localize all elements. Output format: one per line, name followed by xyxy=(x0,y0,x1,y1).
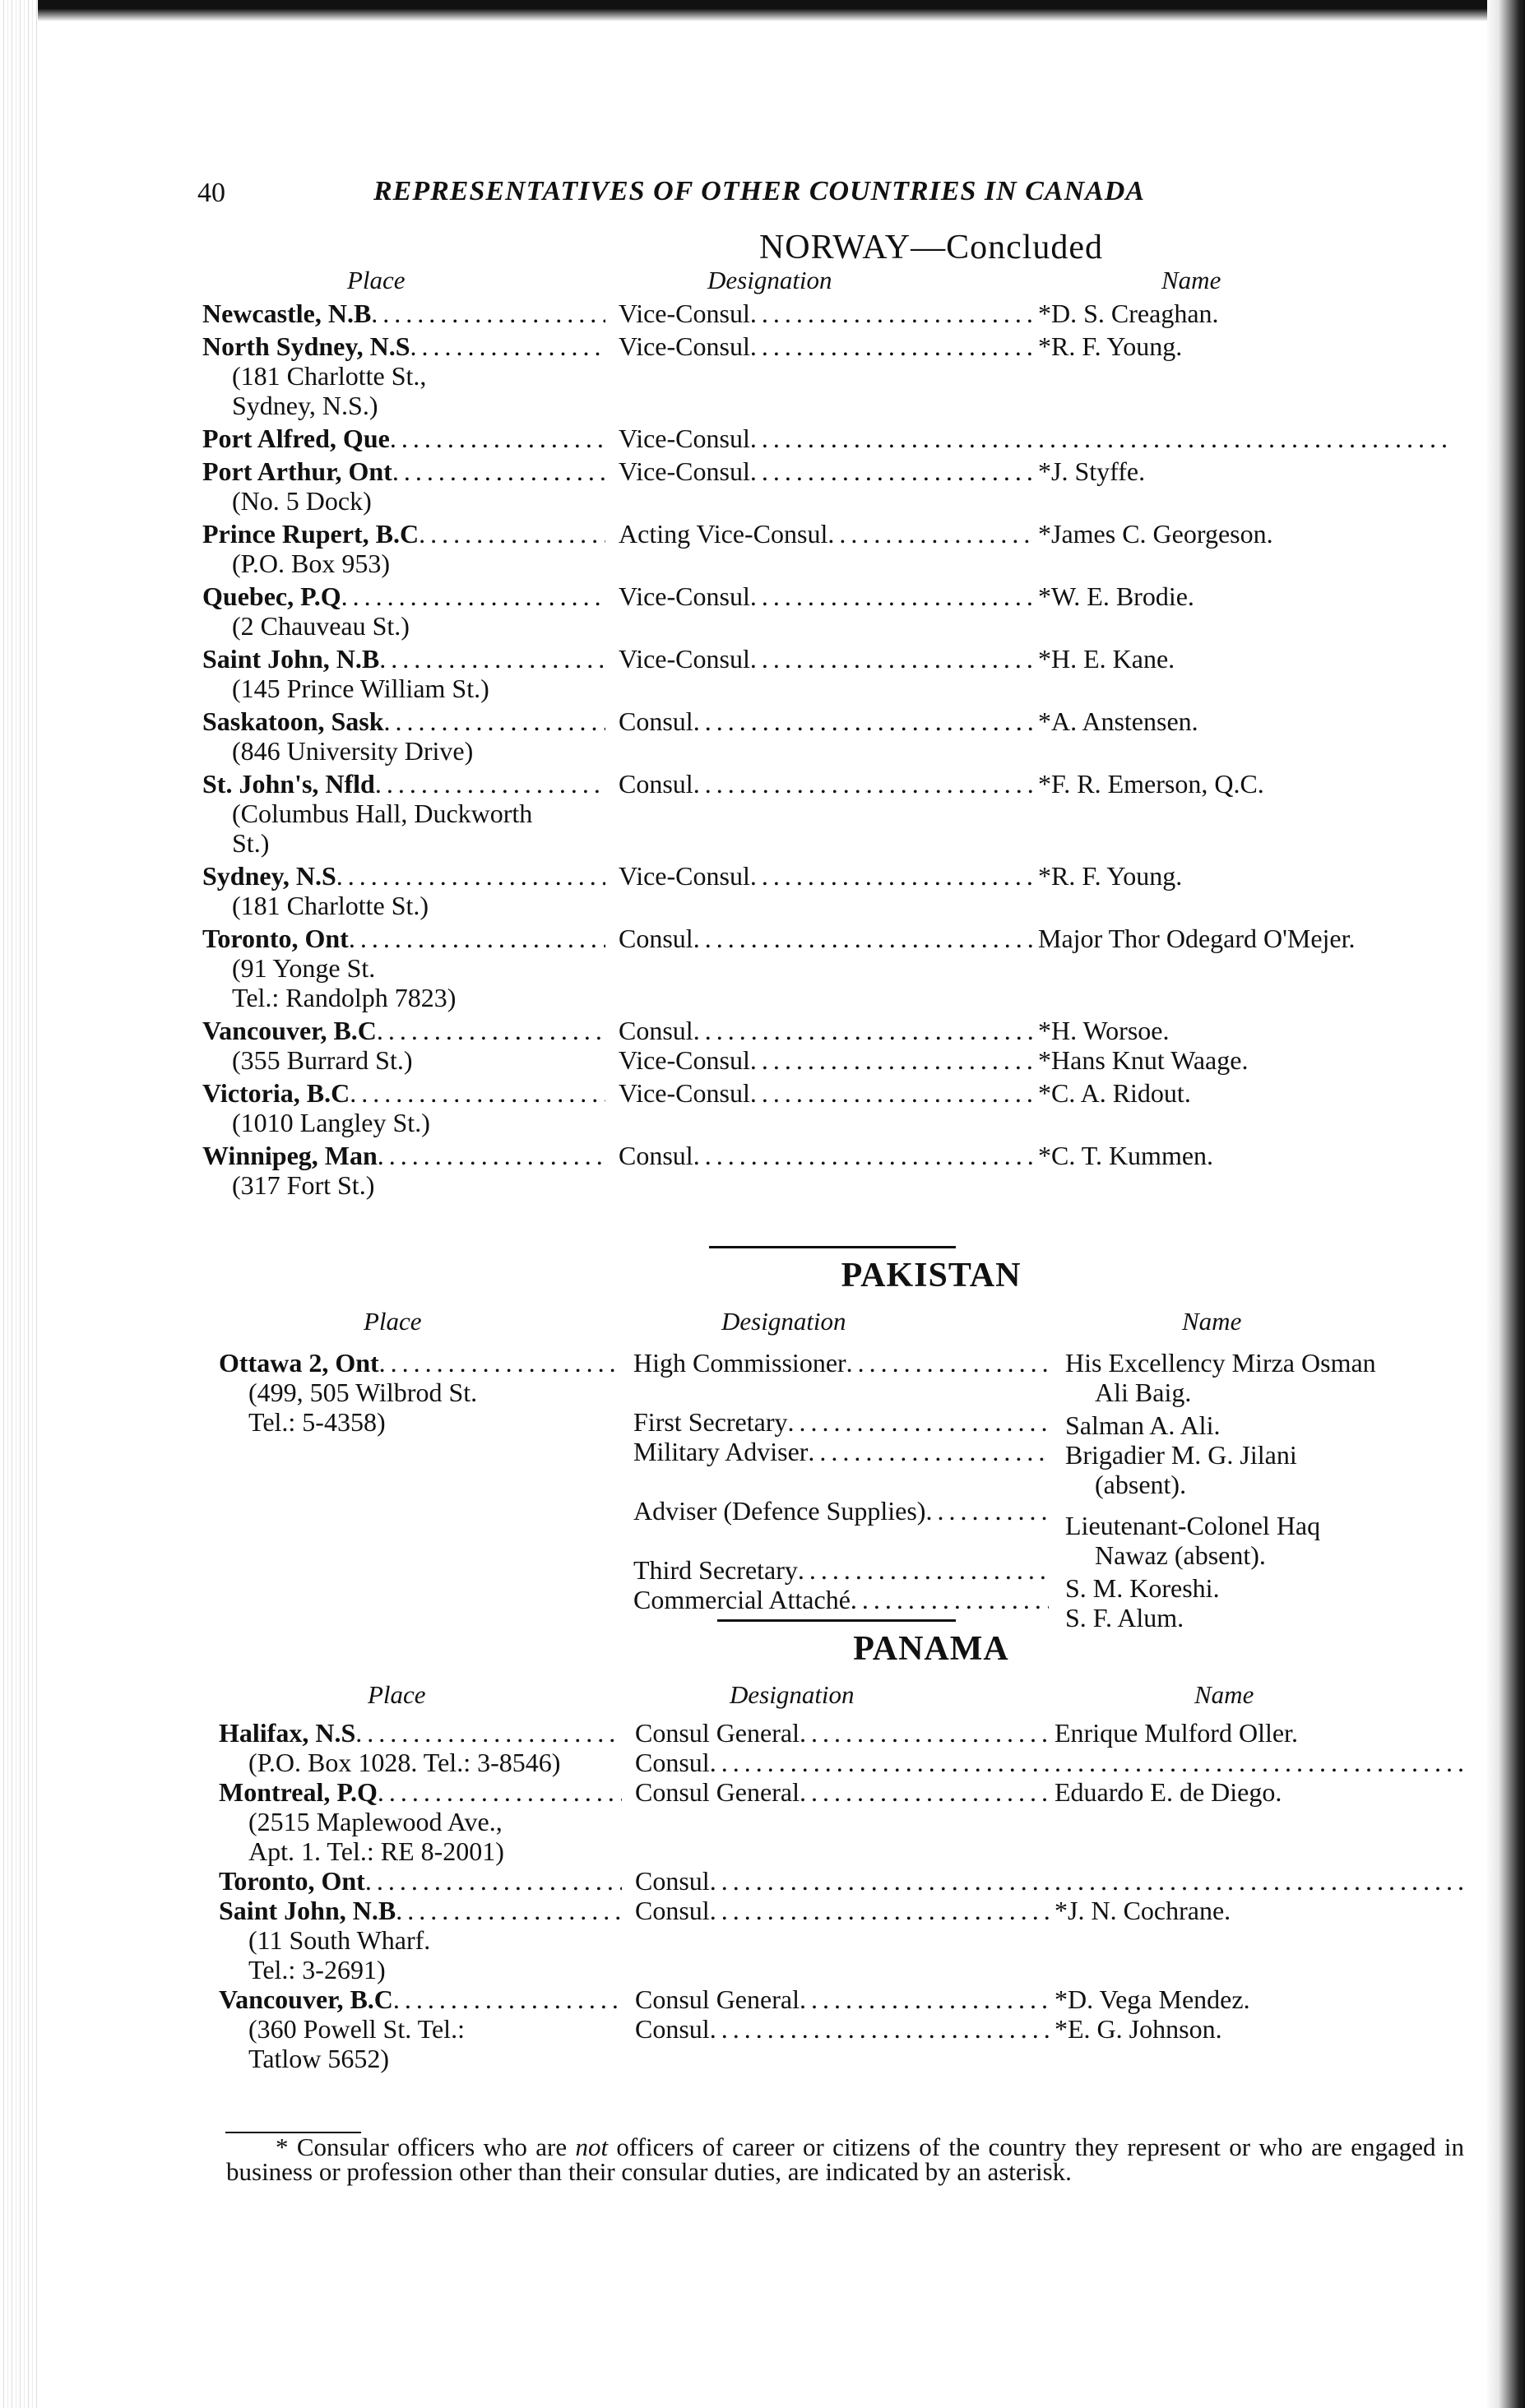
place-cell xyxy=(219,1777,622,1866)
place-address: Tel.: 5-4358) xyxy=(248,1407,386,1437)
designation: Consul General xyxy=(635,1777,800,1807)
dot-leader xyxy=(350,1078,605,1108)
dot-leader xyxy=(808,1437,1049,1466)
place-name-line xyxy=(202,424,605,453)
dot-leader xyxy=(710,1748,1050,1777)
place-name: Port Arthur, Ont xyxy=(202,456,392,486)
officer-name: *D. Vega Mendez. xyxy=(1055,1984,1250,2014)
place-name: Sydney, N.S xyxy=(202,861,336,891)
place-address: (360 Powell St. Tel.: xyxy=(248,2014,465,2044)
column-header-place: Place xyxy=(364,1307,422,1336)
officer-name: *C. A. Ridout. xyxy=(1038,1078,1191,1108)
officer-name: *R. F. Young. xyxy=(1038,331,1183,361)
dot-leader xyxy=(750,299,1034,328)
place-address: (1010 Langley St.) xyxy=(232,1108,430,1137)
designation-cell xyxy=(619,456,1034,486)
place-address: (846 University Drive) xyxy=(232,736,474,766)
designation: Consul General xyxy=(635,1718,800,1748)
designation: Consul xyxy=(635,2014,710,2044)
page xyxy=(191,169,1458,2073)
place-name: Newcastle, N.B xyxy=(202,299,372,328)
designation-line xyxy=(633,1496,1049,1526)
dot-leader xyxy=(379,644,605,674)
officer-name-continued: (absent). xyxy=(1095,1470,1187,1499)
dot-leader xyxy=(384,706,605,736)
section-norway xyxy=(191,229,1458,1203)
designation: Vice-Consul xyxy=(619,1045,750,1075)
name-cell xyxy=(1038,519,1449,549)
place-name-line xyxy=(202,861,605,891)
name-cell xyxy=(1038,456,1449,486)
place-name-line xyxy=(202,519,605,549)
designation-cell xyxy=(619,581,1034,611)
footnote-text-start: * Consular officers who are xyxy=(276,2132,576,2161)
designation-line xyxy=(635,1984,1050,2014)
section-title-norway: NORWAY—Concluded xyxy=(758,229,1104,266)
place-name: Toronto, Ont xyxy=(202,924,349,953)
designation-cell xyxy=(619,424,1034,453)
running-title: REPRESENTATIVES OF OTHER COUNTRIES IN CANADA xyxy=(373,176,1146,206)
dot-leader xyxy=(379,1348,622,1378)
designation-line xyxy=(619,299,1034,328)
designation-line xyxy=(619,1141,1034,1170)
column-header-designation: Designation xyxy=(730,1680,855,1709)
designation: Consul xyxy=(619,1141,693,1170)
norway-entries xyxy=(191,299,1458,1203)
designation-line xyxy=(633,1585,1049,1614)
place-cell xyxy=(202,456,605,516)
place-cell xyxy=(202,924,605,1012)
section-pakistan xyxy=(191,1257,1458,1632)
designation-cell xyxy=(619,706,1034,736)
dot-leader xyxy=(336,861,605,891)
officer-name: *J. Styffe. xyxy=(1038,456,1146,486)
place-name: Ottawa 2, Ont xyxy=(219,1348,379,1378)
place-cell xyxy=(202,299,605,328)
footnote xyxy=(226,2132,1465,2186)
name-cell xyxy=(1038,1016,1449,1075)
scan-edge-right xyxy=(1487,0,1525,2408)
name-cell xyxy=(1038,924,1449,953)
dot-leader xyxy=(788,1407,1050,1437)
place-address: (317 Fort St.) xyxy=(232,1170,375,1200)
dot-leader xyxy=(355,1718,622,1748)
officer-name: S. F. Alum. xyxy=(1065,1603,1184,1632)
designation-line xyxy=(619,456,1034,486)
name-cell xyxy=(1038,706,1449,736)
officer-name: Brigadier M. G. Jilani xyxy=(1065,1440,1297,1470)
name-cell xyxy=(1038,861,1449,891)
place-cell xyxy=(202,644,605,703)
dot-leader xyxy=(341,581,605,611)
pakistan-entries xyxy=(191,1348,1458,1632)
designation-line xyxy=(619,424,1034,453)
officer-name: Lieutenant-Colonel Haq xyxy=(1065,1511,1321,1540)
place-name: Quebec, P.Q xyxy=(202,581,341,611)
designation-line xyxy=(635,2014,1050,2044)
designation: Consul xyxy=(635,1896,710,1925)
designation-cell xyxy=(633,1348,1049,1614)
designation-line xyxy=(635,1718,1050,1748)
column-header-name: Name xyxy=(1182,1307,1242,1336)
name-cell xyxy=(1038,1078,1449,1108)
designation: Consul xyxy=(635,1748,710,1777)
place-address: (2515 Maplewood Ave., xyxy=(248,1807,503,1836)
name-cell xyxy=(1055,1984,1466,2044)
dot-leader xyxy=(750,424,1034,453)
section-divider xyxy=(717,1619,956,1622)
designation-line xyxy=(619,769,1034,799)
dot-leader xyxy=(710,1866,1050,1896)
place-name-line xyxy=(219,1348,622,1378)
place-name-line xyxy=(219,1866,622,1896)
place-name: Winnipeg, Man xyxy=(202,1141,378,1170)
place-cell xyxy=(202,861,605,920)
designation-cell xyxy=(635,1777,1050,1807)
designation: Vice-Consul xyxy=(619,299,750,328)
officer-name: *H. E. Kane. xyxy=(1038,644,1175,674)
designation: Vice-Consul xyxy=(619,644,750,674)
dot-leader xyxy=(710,2014,1050,2044)
officer-name: Enrique Mulford Oller. xyxy=(1055,1718,1298,1748)
place-name-line xyxy=(202,706,605,736)
dot-leader xyxy=(827,519,1034,549)
place-cell xyxy=(219,1984,622,2073)
designation-line xyxy=(635,1866,1050,1896)
dot-leader xyxy=(392,456,605,486)
place-name: North Sydney, N.S xyxy=(202,331,410,361)
designation-line xyxy=(633,1437,1049,1466)
designation-line xyxy=(619,1016,1034,1045)
designation: Vice-Consul xyxy=(619,331,750,361)
dot-leader xyxy=(693,1141,1034,1170)
designation: Vice-Consul xyxy=(619,581,750,611)
place-address: Tel.: Randolph 7823) xyxy=(232,983,457,1012)
designation-cell xyxy=(635,1718,1050,1777)
name-blank-dots xyxy=(1038,424,1449,453)
designation-cell xyxy=(619,861,1034,891)
officer-name: *C. T. Kummen. xyxy=(1038,1141,1214,1170)
place-address: (355 Burrard St.) xyxy=(232,1045,413,1075)
section-divider xyxy=(709,1246,956,1248)
officer-name-continued: Nawaz (absent). xyxy=(1095,1540,1266,1570)
column-header-place: Place xyxy=(347,266,406,294)
panama-entries xyxy=(207,1718,1474,2073)
place-address: (2 Chauveau St.) xyxy=(232,611,410,641)
name-cell xyxy=(1055,1777,1466,1807)
name-cell xyxy=(1038,299,1449,328)
place-name-line xyxy=(219,1718,622,1748)
place-address: St.) xyxy=(232,828,270,858)
dot-leader xyxy=(693,1016,1034,1045)
place-address: (499, 505 Wilbrod St. xyxy=(248,1378,478,1407)
dot-leader xyxy=(925,1496,1049,1526)
place-name: Prince Rupert, B.C xyxy=(202,519,419,549)
designation-cell xyxy=(619,1141,1034,1170)
place-name-line xyxy=(219,1896,622,1925)
place-address: (181 Charlotte St., xyxy=(232,361,427,391)
place-address: Apt. 1. Tel.: RE 8-2001) xyxy=(248,1836,504,1866)
place-cell xyxy=(202,1016,605,1075)
dot-leader xyxy=(750,456,1034,486)
designation: Military Adviser xyxy=(633,1437,809,1466)
dot-leader xyxy=(798,1555,1049,1585)
dot-leader xyxy=(846,1348,1049,1378)
running-head xyxy=(191,169,1458,218)
designation: Acting Vice-Consul xyxy=(619,519,828,549)
designation-line xyxy=(619,861,1034,891)
column-header-name: Name xyxy=(1194,1680,1254,1709)
officer-name: *J. N. Cochrane. xyxy=(1055,1896,1231,1925)
dot-leader xyxy=(750,581,1034,611)
name-cell xyxy=(1038,644,1449,674)
place-address: Sydney, N.S.) xyxy=(232,391,378,420)
dot-leader xyxy=(800,1718,1050,1748)
place-name: Vancouver, B.C xyxy=(202,1016,377,1045)
column-header-place: Place xyxy=(368,1680,426,1709)
place-name-line xyxy=(202,456,605,486)
designation-cell xyxy=(619,299,1034,328)
designation: Commercial Attaché xyxy=(633,1585,851,1614)
designation-line xyxy=(633,1348,1049,1378)
designation-line xyxy=(633,1407,1049,1437)
name-cell xyxy=(1038,424,1449,453)
place-name: Saskatoon, Sask xyxy=(202,706,384,736)
place-address: (P.O. Box 1028. Tel.: 3-8546) xyxy=(248,1748,561,1777)
column-headers-panama xyxy=(191,1677,1458,1713)
place-name-line xyxy=(202,1078,605,1108)
dot-leader xyxy=(750,861,1034,891)
designation: Consul xyxy=(619,769,693,799)
place-name: Saint John, N.B xyxy=(202,644,380,674)
place-address: (Columbus Hall, Duckworth xyxy=(232,799,533,828)
officer-name: *E. G. Johnson. xyxy=(1055,2014,1222,2044)
place-name-line xyxy=(202,299,605,328)
place-name-line xyxy=(202,581,605,611)
section-title-panama: PANAMA xyxy=(853,1630,1009,1668)
place-cell xyxy=(202,581,605,641)
dot-leader xyxy=(851,1585,1049,1614)
place-address: Tel.: 3-2691) xyxy=(248,1955,386,1984)
name-blank-dots xyxy=(1055,1748,1466,1777)
designation-line xyxy=(619,331,1034,361)
designation-line xyxy=(619,1045,1034,1075)
place-name-line xyxy=(219,1984,622,2014)
dot-leader xyxy=(410,331,606,361)
designation-cell xyxy=(619,519,1034,549)
column-headers-pakistan xyxy=(191,1304,1458,1340)
designation-cell xyxy=(635,1896,1050,1925)
footnote-emphasis: not xyxy=(575,2132,609,2161)
designation-cell xyxy=(619,924,1034,953)
officer-name: *A. Anstensen. xyxy=(1038,706,1198,736)
designation: Vice-Consul xyxy=(619,424,750,453)
designation-line xyxy=(619,706,1034,736)
officer-name: *Hans Knut Waage. xyxy=(1038,1045,1249,1075)
place-address: (145 Prince William St.) xyxy=(232,674,489,703)
name-cell xyxy=(1065,1348,1476,1632)
name-cell xyxy=(1038,769,1449,799)
designation-cell xyxy=(635,1866,1050,1896)
designation: Consul xyxy=(635,1866,710,1896)
dot-leader xyxy=(371,299,605,328)
designation-line xyxy=(619,581,1034,611)
designation: Adviser (Defence Supplies) xyxy=(633,1496,926,1526)
designation: Consul xyxy=(619,706,693,736)
designation-line xyxy=(635,1777,1050,1807)
designation-line xyxy=(619,519,1034,549)
place-cell xyxy=(202,424,605,453)
designation: Consul General xyxy=(635,1984,800,2014)
place-address: (91 Yonge St. xyxy=(232,953,376,983)
place-cell xyxy=(219,1718,622,1777)
name-cell xyxy=(1055,1896,1466,1925)
dot-leader xyxy=(750,1078,1034,1108)
place-name-line xyxy=(202,769,605,799)
place-name: Montreal, P.Q xyxy=(219,1777,378,1807)
place-address: Tatlow 5652) xyxy=(248,2044,390,2073)
scan-edge-top xyxy=(38,0,1487,21)
designation: Consul xyxy=(619,1016,693,1045)
place-name: Toronto, Ont xyxy=(219,1866,365,1896)
place-cell xyxy=(219,1896,622,1984)
place-name-line xyxy=(202,924,605,953)
name-cell xyxy=(1038,331,1449,361)
place-address: (No. 5 Dock) xyxy=(232,486,372,516)
officer-name: His Excellency Mirza Osman xyxy=(1065,1348,1376,1378)
place-cell xyxy=(202,519,605,578)
designation: Vice-Consul xyxy=(619,1078,750,1108)
officer-name: *H. Worsoe. xyxy=(1038,1016,1170,1045)
designation-line xyxy=(619,924,1034,953)
designation-cell xyxy=(619,1078,1034,1108)
dot-leader xyxy=(800,1984,1050,2014)
page-number: 40 xyxy=(197,178,225,208)
place-cell xyxy=(202,1078,605,1137)
column-headers-norway xyxy=(191,262,1458,299)
name-cell xyxy=(1038,581,1449,611)
column-header-designation: Designation xyxy=(707,266,832,294)
name-cell xyxy=(1038,1141,1449,1170)
officer-name: *James C. Georgeson. xyxy=(1038,519,1273,549)
officer-name: Major Thor Odegard O'Mejer. xyxy=(1038,924,1356,953)
designation-cell xyxy=(635,1984,1050,2044)
designation-line xyxy=(619,644,1034,674)
name-cell xyxy=(1055,1866,1466,1896)
designation: Third Secretary xyxy=(633,1555,798,1585)
place-address: (P.O. Box 953) xyxy=(232,549,391,578)
dot-leader xyxy=(377,1016,605,1045)
name-cell xyxy=(1055,1718,1466,1777)
place-cell xyxy=(219,1866,622,1896)
dot-leader xyxy=(375,769,605,799)
place-name-line xyxy=(202,644,605,674)
officer-name: *F. R. Emerson, Q.C. xyxy=(1038,769,1264,799)
dot-leader xyxy=(693,769,1034,799)
dot-leader xyxy=(349,924,605,953)
place-name-line xyxy=(202,1016,605,1045)
place-cell xyxy=(202,706,605,766)
place-name-line xyxy=(202,331,605,361)
dot-leader xyxy=(419,519,605,549)
designation-line xyxy=(635,1896,1050,1925)
officer-name: *R. F. Young. xyxy=(1038,861,1183,891)
dot-leader xyxy=(378,1777,622,1807)
dot-leader xyxy=(800,1777,1050,1807)
designation-cell xyxy=(619,331,1034,361)
dot-leader xyxy=(710,1896,1050,1925)
designation-line xyxy=(619,1078,1034,1108)
place-name: Port Alfred, Que xyxy=(202,424,390,453)
designation-cell xyxy=(619,769,1034,799)
name-blank-dots xyxy=(1055,1866,1466,1896)
officer-name: *W. E. Brodie. xyxy=(1038,581,1194,611)
designation-line xyxy=(635,1748,1050,1777)
place-name-line xyxy=(219,1777,622,1807)
dot-leader xyxy=(693,924,1034,953)
officer-name: Eduardo E. de Diego. xyxy=(1055,1777,1282,1807)
designation: Vice-Consul xyxy=(619,861,750,891)
designation: Consul xyxy=(619,924,693,953)
dot-leader xyxy=(750,644,1034,674)
place-name: Vancouver, B.C xyxy=(219,1984,393,2014)
section-panama xyxy=(191,1630,1458,2073)
place-cell xyxy=(202,769,605,858)
designation: First Secretary xyxy=(633,1407,788,1437)
column-header-name: Name xyxy=(1161,266,1221,294)
designation-cell xyxy=(619,1016,1034,1075)
officer-name: Salman A. Ali. xyxy=(1065,1410,1221,1440)
place-name-line xyxy=(202,1141,605,1170)
dot-leader xyxy=(393,1984,622,2014)
designation: High Commissioner xyxy=(633,1348,846,1378)
place-name: St. John's, Nfld xyxy=(202,769,375,799)
place-cell xyxy=(219,1348,622,1437)
section-title-pakistan: PAKISTAN xyxy=(841,1257,1022,1294)
place-name: Halifax, N.S xyxy=(219,1718,356,1748)
place-address: (181 Charlotte St.) xyxy=(232,891,429,920)
place-address: (11 South Wharf. xyxy=(248,1925,431,1955)
dot-leader xyxy=(693,706,1034,736)
officer-name-continued: Ali Baig. xyxy=(1095,1378,1192,1407)
designation-cell xyxy=(619,644,1034,674)
officer-name: S. M. Koreshi. xyxy=(1065,1573,1220,1603)
place-name: Saint John, N.B xyxy=(219,1896,396,1925)
dot-leader xyxy=(396,1896,622,1925)
dot-leader xyxy=(750,331,1034,361)
dot-leader xyxy=(378,1141,605,1170)
place-name: Victoria, B.C xyxy=(202,1078,350,1108)
officer-name: *D. S. Creaghan. xyxy=(1038,299,1219,328)
designation-line xyxy=(633,1555,1049,1585)
column-header-designation: Designation xyxy=(721,1307,846,1336)
designation: Vice-Consul xyxy=(619,456,750,486)
scan-edge-left xyxy=(0,0,38,2408)
place-cell xyxy=(202,1141,605,1200)
dot-leader xyxy=(365,1866,622,1896)
dot-leader xyxy=(390,424,605,453)
dot-leader xyxy=(750,1045,1034,1075)
place-cell xyxy=(202,331,605,420)
footnote-text-end: officers of career or citizens of the country they represent or who are engaged in business or profession other than their consular duties, are indicated by an asterisk. xyxy=(226,2132,1465,2186)
